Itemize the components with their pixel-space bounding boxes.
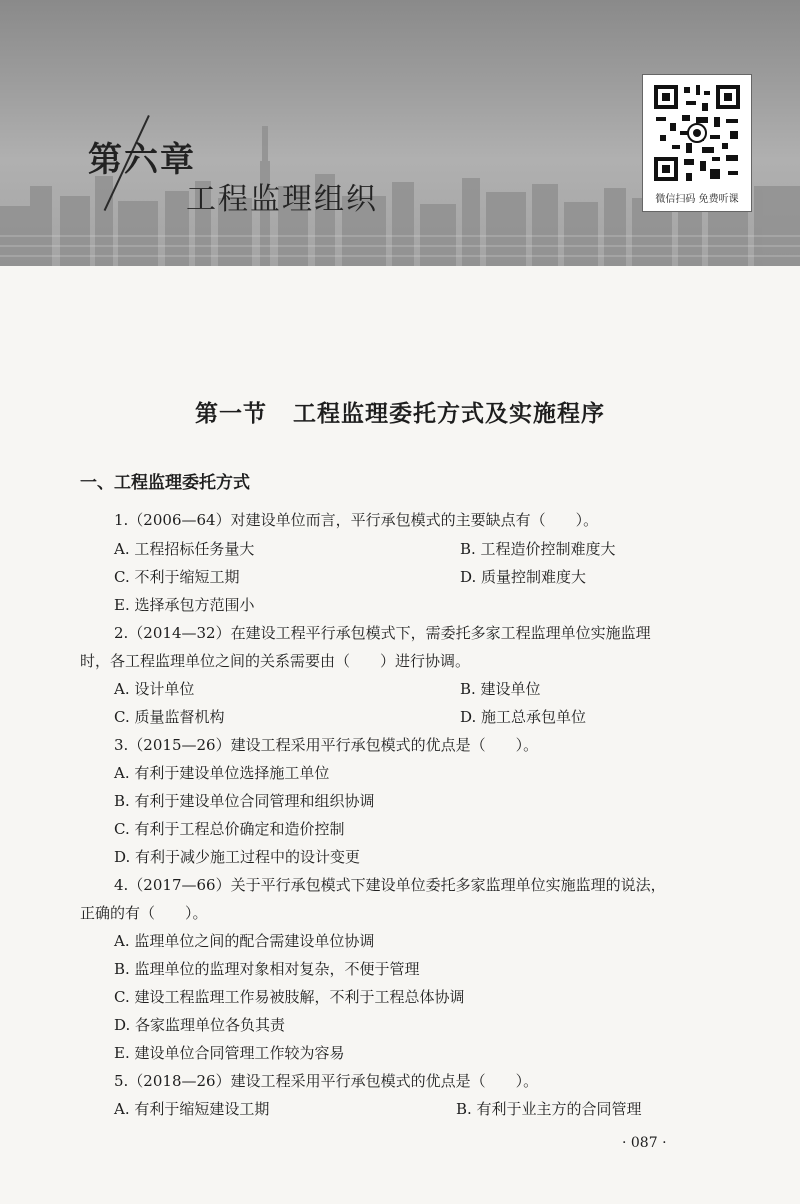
question-3-option-b: B. 有利于建设单位合同管理和组织协调 <box>114 792 375 810</box>
qr-code-panel[interactable] <box>642 74 752 212</box>
question-4-option-a: A. 监理单位之间的配合需建设单位协调 <box>114 932 375 950</box>
chapter-title: 工程监理组织 <box>186 182 378 217</box>
question-1-option-b: B. 工程造价控制难度大 <box>460 540 616 558</box>
question-3-option-c: C. 有利于工程总价确定和造价控制 <box>114 820 345 838</box>
question-2-option-d: D. 施工总承包单位 <box>460 708 587 726</box>
question-2-stem-line-1: 2.（2014—32）在建设工程平行承包模式下，需委托多家工程监理单位实施监理 <box>114 624 651 642</box>
subsection-heading: 一、工程监理委托方式 <box>80 473 250 493</box>
question-4-option-d: D. 各家监理单位各负其责 <box>114 1016 286 1034</box>
section-heading <box>0 395 800 428</box>
question-1-option-a: A. 工程招标任务量大 <box>114 540 255 558</box>
chapter-number: 第六章 <box>88 140 196 180</box>
question-4-stem-line-1: 4.（2017—66）关于平行承包模式下建设单位委托多家监理单位实施监理的说法， <box>114 876 666 894</box>
question-5-option-a: A. 有利于缩短建设工期 <box>114 1100 270 1118</box>
qr-caption: 微信扫码 免费听课 <box>655 194 739 205</box>
question-1-option-e: E. 选择承包方范围小 <box>114 596 255 614</box>
question-4-option-b: B. 监理单位的监理对象相对复杂，不便于管理 <box>114 960 420 978</box>
question-3-option-d: D. 有利于减少施工过程中的设计变更 <box>114 848 361 866</box>
chapter-banner <box>0 0 800 266</box>
question-2-option-c: C. 质量监督机构 <box>114 708 225 726</box>
section-number: 第一节 <box>195 401 267 427</box>
page-number: · 087 · <box>622 1135 667 1151</box>
question-2-stem-line-2: 时，各工程监理单位之间的关系需要由（ ）进行协调。 <box>80 652 471 670</box>
question-4-option-c: C. 建设工程监理工作易被肢解，不利于工程总体协调 <box>114 988 465 1006</box>
question-4-option-e: E. 建设单位合同管理工作较为容易 <box>114 1044 345 1062</box>
question-3-option-a: A. 有利于建设单位选择施工单位 <box>114 764 330 782</box>
section-title: 工程监理委托方式及实施程序 <box>293 401 605 427</box>
question-1-stem: 1.（2006—64）对建设单位而言，平行承包模式的主要缺点有（ ）。 <box>114 511 599 529</box>
question-2-option-b: B. 建设单位 <box>460 680 541 698</box>
question-5-option-b: B. 有利于业主方的合同管理 <box>456 1100 642 1118</box>
question-4-stem-line-2: 正确的有（ ）。 <box>80 904 208 922</box>
question-2-option-a: A. 设计单位 <box>114 680 195 698</box>
question-1-option-c: C. 不利于缩短工期 <box>114 568 240 586</box>
question-5-stem: 5.（2018—26）建设工程采用平行承包模式的优点是（ ）。 <box>114 1072 539 1090</box>
question-3-stem: 3.（2015—26）建设工程采用平行承包模式的优点是（ ）。 <box>114 736 539 754</box>
question-1-option-d: D. 质量控制难度大 <box>460 568 587 586</box>
qr-code-icon <box>652 83 742 183</box>
